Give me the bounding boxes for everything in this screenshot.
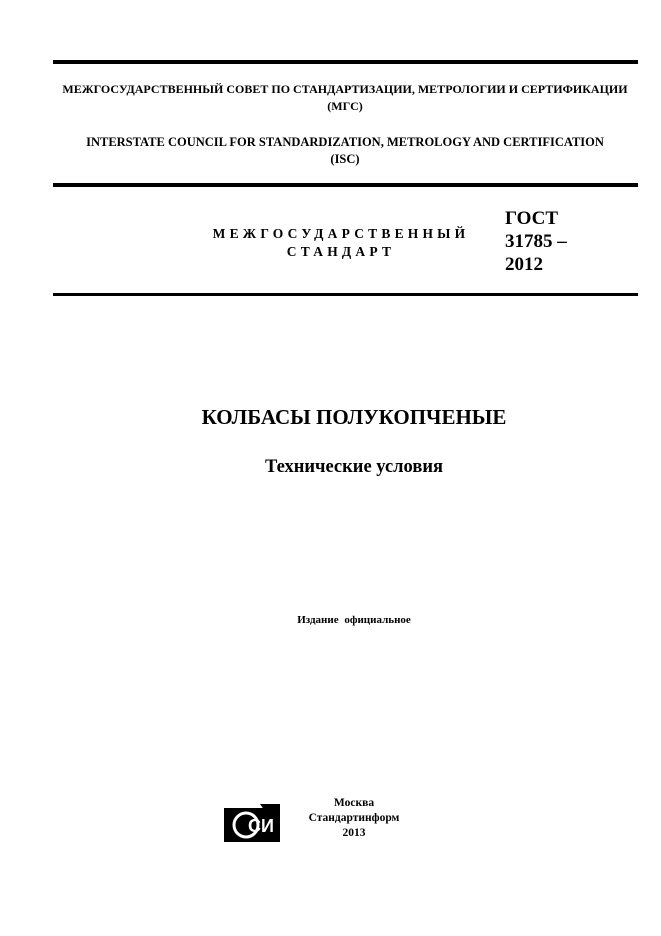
middle-rule xyxy=(53,183,638,187)
council-name-en xyxy=(40,134,650,168)
imprint-year: 2013 xyxy=(342,827,366,839)
logo-mark-text: СИ xyxy=(248,816,274,836)
council-name-ru-line2: (МГС) xyxy=(327,99,363,113)
council-name-ru xyxy=(40,81,650,115)
imprint-publisher: Стандартинформ xyxy=(308,812,400,824)
council-name-en-line2: (ISC) xyxy=(330,152,360,166)
council-name-en-line1: INTERSTATE COUNCIL FOR STANDARDIZATION, METROLOGY AND CERTIFICATION xyxy=(86,135,604,149)
standard-type xyxy=(200,225,482,261)
document-subtitle: Технические условия xyxy=(265,457,443,477)
gost-number: 31785 – xyxy=(505,231,567,252)
council-name-ru-line1: МЕЖГОСУДАРСТВЕННЫЙ СОВЕТ ПО СТАНДАРТИЗАЦИИ, МЕТРОЛОГИИ И СЕРТИФИКАЦИИ xyxy=(62,82,628,96)
gost-designation xyxy=(505,207,567,276)
standard-type-line2: СТАНДАРТ xyxy=(286,244,396,259)
edition-note: Издание официальное xyxy=(297,614,411,626)
gost-label: ГОСТ xyxy=(505,208,559,229)
imprint xyxy=(298,796,410,841)
top-rule xyxy=(53,60,638,64)
bottom-rule xyxy=(53,293,638,296)
standartinform-logo-icon xyxy=(224,804,280,842)
imprint-city: Москва xyxy=(333,797,375,809)
standard-type-line1: МЕЖГОСУДАРСТВЕННЫЙ xyxy=(212,226,470,241)
gost-year: 2012 xyxy=(505,254,543,275)
document-title: КОЛБАСЫ ПОЛУКОПЧЕНЫЕ xyxy=(201,405,507,429)
